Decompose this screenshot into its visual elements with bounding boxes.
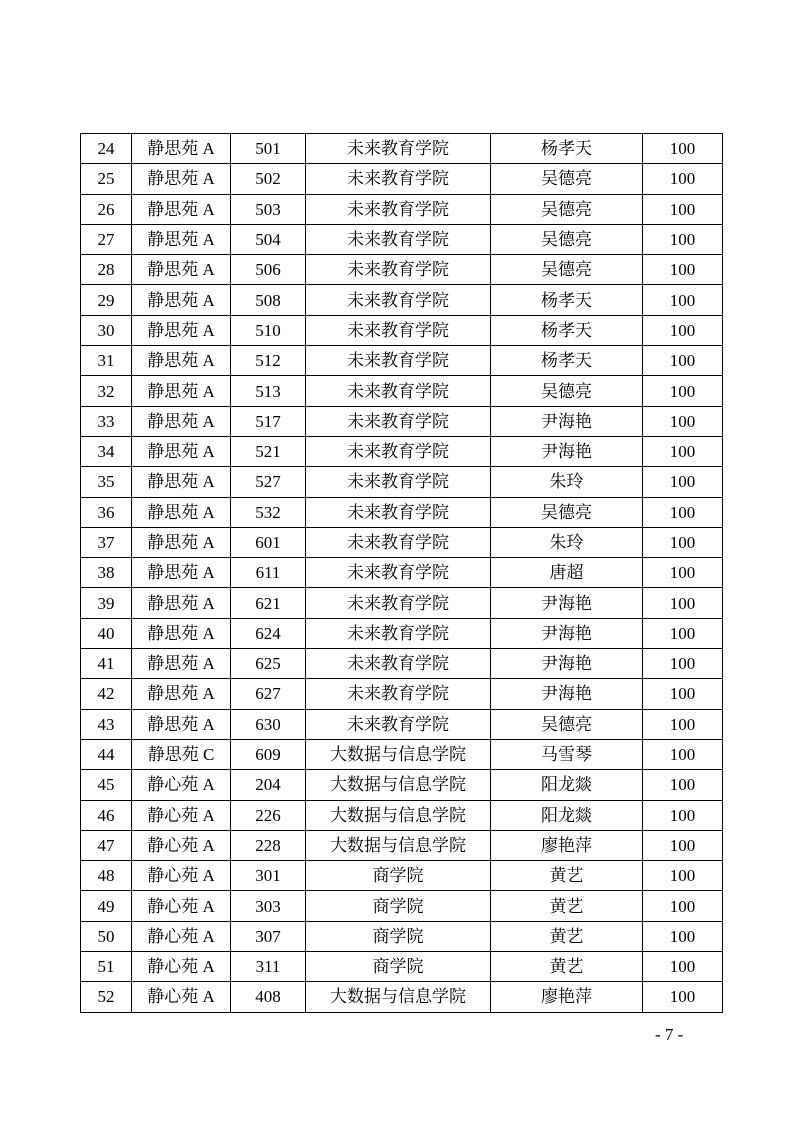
score-cell: 100 — [643, 861, 723, 891]
building-cell: 静心苑 A — [132, 770, 231, 800]
counselor-cell: 黄艺 — [491, 861, 643, 891]
table-row — [81, 588, 723, 618]
room-number-cell: 508 — [231, 285, 306, 315]
score-cell: 100 — [643, 406, 723, 436]
table-row — [81, 649, 723, 679]
building-cell: 静心苑 A — [132, 800, 231, 830]
counselor-cell: 马雪琴 — [491, 739, 643, 769]
row-index-cell: 37 — [81, 527, 132, 557]
counselor-cell: 黄艺 — [491, 921, 643, 951]
score-cell: 100 — [643, 982, 723, 1012]
room-number-cell: 502 — [231, 164, 306, 194]
score-cell: 100 — [643, 315, 723, 345]
row-index-cell: 49 — [81, 891, 132, 921]
room-number-cell: 521 — [231, 436, 306, 466]
row-index-cell: 29 — [81, 285, 132, 315]
row-index-cell: 45 — [81, 770, 132, 800]
table-row — [81, 436, 723, 466]
room-number-cell: 624 — [231, 618, 306, 648]
college-cell: 商学院 — [306, 952, 491, 982]
table-row — [81, 285, 723, 315]
counselor-cell: 吴德亮 — [491, 194, 643, 224]
table-row — [81, 527, 723, 557]
counselor-cell: 阳龙燚 — [491, 800, 643, 830]
row-index-cell: 25 — [81, 164, 132, 194]
row-index-cell: 28 — [81, 255, 132, 285]
room-number-cell: 517 — [231, 406, 306, 436]
counselor-cell: 廖艳萍 — [491, 982, 643, 1012]
room-number-cell: 627 — [231, 679, 306, 709]
table-row — [81, 376, 723, 406]
room-number-cell: 501 — [231, 134, 306, 164]
row-index-cell: 30 — [81, 315, 132, 345]
room-number-cell: 609 — [231, 739, 306, 769]
score-cell: 100 — [643, 800, 723, 830]
score-cell: 100 — [643, 134, 723, 164]
score-cell: 100 — [643, 649, 723, 679]
college-cell: 未来教育学院 — [306, 436, 491, 466]
college-cell: 未来教育学院 — [306, 285, 491, 315]
counselor-cell: 尹海艳 — [491, 649, 643, 679]
row-index-cell: 43 — [81, 709, 132, 739]
counselor-cell: 廖艳萍 — [491, 830, 643, 860]
counselor-cell: 尹海艳 — [491, 406, 643, 436]
college-cell: 商学院 — [306, 921, 491, 951]
score-cell: 100 — [643, 830, 723, 860]
building-cell: 静思苑 C — [132, 739, 231, 769]
building-cell: 静思苑 A — [132, 315, 231, 345]
table-row — [81, 315, 723, 345]
table-row — [81, 679, 723, 709]
room-number-cell: 503 — [231, 194, 306, 224]
counselor-cell: 杨孝天 — [491, 346, 643, 376]
college-cell: 未来教育学院 — [306, 497, 491, 527]
college-cell: 未来教育学院 — [306, 527, 491, 557]
room-number-cell: 513 — [231, 376, 306, 406]
row-index-cell: 26 — [81, 194, 132, 224]
building-cell: 静思苑 A — [132, 709, 231, 739]
counselor-cell: 杨孝天 — [491, 134, 643, 164]
building-cell: 静心苑 A — [132, 952, 231, 982]
table-row — [81, 164, 723, 194]
score-cell: 100 — [643, 891, 723, 921]
counselor-cell: 尹海艳 — [491, 588, 643, 618]
row-index-cell: 48 — [81, 861, 132, 891]
row-index-cell: 46 — [81, 800, 132, 830]
room-number-cell: 510 — [231, 315, 306, 345]
row-index-cell: 38 — [81, 558, 132, 588]
table-row — [81, 952, 723, 982]
college-cell: 未来教育学院 — [306, 194, 491, 224]
counselor-cell: 吴德亮 — [491, 497, 643, 527]
college-cell: 未来教育学院 — [306, 649, 491, 679]
college-cell: 未来教育学院 — [306, 134, 491, 164]
college-cell: 未来教育学院 — [306, 679, 491, 709]
counselor-cell: 杨孝天 — [491, 285, 643, 315]
dormitory-score-table — [80, 133, 723, 1013]
table-row — [81, 891, 723, 921]
row-index-cell: 41 — [81, 649, 132, 679]
counselor-cell: 唐超 — [491, 558, 643, 588]
college-cell: 商学院 — [306, 891, 491, 921]
college-cell: 未来教育学院 — [306, 315, 491, 345]
room-number-cell: 204 — [231, 770, 306, 800]
room-number-cell: 311 — [231, 952, 306, 982]
counselor-cell: 黄艺 — [491, 891, 643, 921]
row-index-cell: 44 — [81, 739, 132, 769]
counselor-cell: 吴德亮 — [491, 255, 643, 285]
row-index-cell: 51 — [81, 952, 132, 982]
room-number-cell: 228 — [231, 830, 306, 860]
room-number-cell: 506 — [231, 255, 306, 285]
counselor-cell: 阳龙燚 — [491, 770, 643, 800]
building-cell: 静思苑 A — [132, 406, 231, 436]
score-cell: 100 — [643, 497, 723, 527]
page-number: - 7 - — [655, 1025, 684, 1044]
table-row — [81, 497, 723, 527]
score-cell: 100 — [643, 194, 723, 224]
table-row — [81, 224, 723, 254]
building-cell: 静心苑 A — [132, 921, 231, 951]
room-number-cell: 512 — [231, 346, 306, 376]
college-cell: 未来教育学院 — [306, 406, 491, 436]
table-row — [81, 134, 723, 164]
table-row — [81, 800, 723, 830]
college-cell: 大数据与信息学院 — [306, 739, 491, 769]
college-cell: 未来教育学院 — [306, 467, 491, 497]
building-cell: 静思苑 A — [132, 527, 231, 557]
building-cell: 静思苑 A — [132, 436, 231, 466]
college-cell: 未来教育学院 — [306, 709, 491, 739]
table-row — [81, 406, 723, 436]
table-row — [81, 770, 723, 800]
row-index-cell: 33 — [81, 406, 132, 436]
building-cell: 静思苑 A — [132, 346, 231, 376]
row-index-cell: 36 — [81, 497, 132, 527]
score-cell: 100 — [643, 467, 723, 497]
score-cell: 100 — [643, 921, 723, 951]
college-cell: 未来教育学院 — [306, 346, 491, 376]
building-cell: 静思苑 A — [132, 467, 231, 497]
counselor-cell: 尹海艳 — [491, 679, 643, 709]
row-index-cell: 31 — [81, 346, 132, 376]
building-cell: 静思苑 A — [132, 224, 231, 254]
room-number-cell: 301 — [231, 861, 306, 891]
table-row — [81, 982, 723, 1012]
score-cell: 100 — [643, 679, 723, 709]
counselor-cell: 吴德亮 — [491, 709, 643, 739]
building-cell: 静思苑 A — [132, 649, 231, 679]
score-cell: 100 — [643, 952, 723, 982]
score-cell: 100 — [643, 255, 723, 285]
table-row — [81, 255, 723, 285]
counselor-cell: 杨孝天 — [491, 315, 643, 345]
score-cell: 100 — [643, 618, 723, 648]
building-cell: 静思苑 A — [132, 134, 231, 164]
table-row — [81, 921, 723, 951]
building-cell: 静思苑 A — [132, 376, 231, 406]
building-cell: 静思苑 A — [132, 285, 231, 315]
college-cell: 未来教育学院 — [306, 618, 491, 648]
table-row — [81, 618, 723, 648]
college-cell: 未来教育学院 — [306, 588, 491, 618]
college-cell: 未来教育学院 — [306, 164, 491, 194]
room-number-cell: 504 — [231, 224, 306, 254]
room-number-cell: 611 — [231, 558, 306, 588]
college-cell: 大数据与信息学院 — [306, 800, 491, 830]
building-cell: 静思苑 A — [132, 497, 231, 527]
room-number-cell: 307 — [231, 921, 306, 951]
row-index-cell: 27 — [81, 224, 132, 254]
score-cell: 100 — [643, 285, 723, 315]
score-cell: 100 — [643, 436, 723, 466]
building-cell: 静思苑 A — [132, 618, 231, 648]
room-number-cell: 630 — [231, 709, 306, 739]
room-number-cell: 527 — [231, 467, 306, 497]
building-cell: 静心苑 A — [132, 861, 231, 891]
college-cell: 未来教育学院 — [306, 376, 491, 406]
college-cell: 大数据与信息学院 — [306, 982, 491, 1012]
score-cell: 100 — [643, 770, 723, 800]
table-row — [81, 194, 723, 224]
score-cell: 100 — [643, 739, 723, 769]
college-cell: 未来教育学院 — [306, 224, 491, 254]
table-row — [81, 467, 723, 497]
row-index-cell: 50 — [81, 921, 132, 951]
row-index-cell: 40 — [81, 618, 132, 648]
table-row — [81, 739, 723, 769]
counselor-cell: 吴德亮 — [491, 376, 643, 406]
room-number-cell: 532 — [231, 497, 306, 527]
table-row — [81, 861, 723, 891]
table-row — [81, 346, 723, 376]
building-cell: 静思苑 A — [132, 679, 231, 709]
row-index-cell: 32 — [81, 376, 132, 406]
table-body — [81, 134, 723, 1013]
row-index-cell: 42 — [81, 679, 132, 709]
building-cell: 静心苑 A — [132, 891, 231, 921]
building-cell: 静思苑 A — [132, 164, 231, 194]
room-number-cell: 408 — [231, 982, 306, 1012]
table-row — [81, 830, 723, 860]
building-cell: 静心苑 A — [132, 830, 231, 860]
college-cell: 未来教育学院 — [306, 255, 491, 285]
score-cell: 100 — [643, 164, 723, 194]
counselor-cell: 吴德亮 — [491, 164, 643, 194]
counselor-cell: 朱玲 — [491, 467, 643, 497]
college-cell: 未来教育学院 — [306, 558, 491, 588]
row-index-cell: 52 — [81, 982, 132, 1012]
room-number-cell: 226 — [231, 800, 306, 830]
row-index-cell: 39 — [81, 588, 132, 618]
college-cell: 商学院 — [306, 861, 491, 891]
row-index-cell: 34 — [81, 436, 132, 466]
building-cell: 静思苑 A — [132, 194, 231, 224]
score-cell: 100 — [643, 346, 723, 376]
college-cell: 大数据与信息学院 — [306, 830, 491, 860]
building-cell: 静思苑 A — [132, 558, 231, 588]
building-cell: 静思苑 A — [132, 255, 231, 285]
counselor-cell: 黄艺 — [491, 952, 643, 982]
room-number-cell: 303 — [231, 891, 306, 921]
college-cell: 大数据与信息学院 — [306, 770, 491, 800]
score-cell: 100 — [643, 588, 723, 618]
score-cell: 100 — [643, 709, 723, 739]
building-cell: 静心苑 A — [132, 982, 231, 1012]
room-number-cell: 625 — [231, 649, 306, 679]
counselor-cell: 吴德亮 — [491, 224, 643, 254]
room-number-cell: 621 — [231, 588, 306, 618]
table-row — [81, 558, 723, 588]
row-index-cell: 24 — [81, 134, 132, 164]
score-cell: 100 — [643, 376, 723, 406]
room-number-cell: 601 — [231, 527, 306, 557]
table-row — [81, 709, 723, 739]
score-cell: 100 — [643, 527, 723, 557]
score-cell: 100 — [643, 224, 723, 254]
counselor-cell: 朱玲 — [491, 527, 643, 557]
building-cell: 静思苑 A — [132, 588, 231, 618]
counselor-cell: 尹海艳 — [491, 436, 643, 466]
score-cell: 100 — [643, 558, 723, 588]
counselor-cell: 尹海艳 — [491, 618, 643, 648]
row-index-cell: 47 — [81, 830, 132, 860]
row-index-cell: 35 — [81, 467, 132, 497]
